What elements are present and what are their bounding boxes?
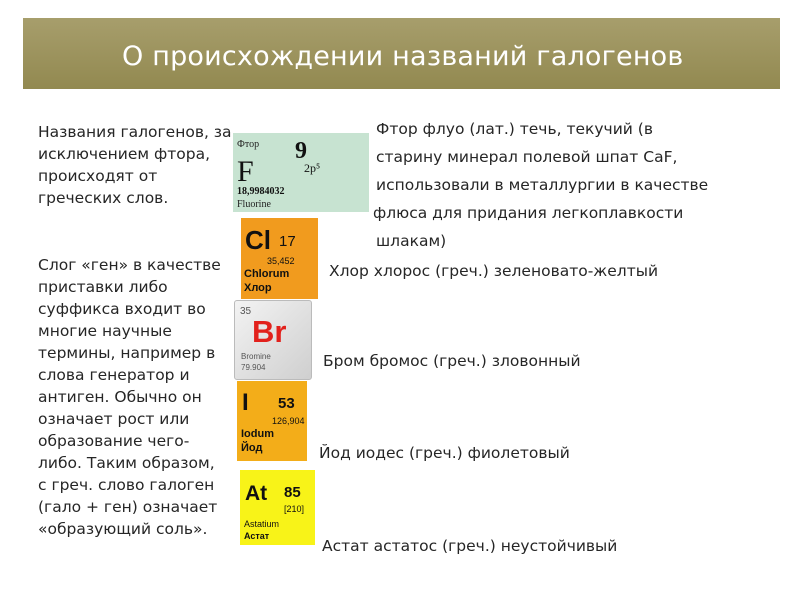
intro-line: греческих слов. xyxy=(38,189,169,207)
element-symbol: Cl xyxy=(245,225,271,255)
iodine-etymology: Йод иодес (греч.) фиолетовый xyxy=(319,444,570,462)
gen-paragraph xyxy=(38,254,233,540)
fluorine-etymology-line: шлакам) xyxy=(376,232,447,250)
gen-line: с греч. слово галоген xyxy=(38,476,215,494)
element-name-en: Fluorine xyxy=(237,199,271,210)
atomic-number: 17 xyxy=(279,233,296,250)
chlorine-etymology: Хлор хлорос (греч.) зеленовато-желтый xyxy=(329,262,659,280)
gen-line: многие научные xyxy=(38,322,172,340)
intro-line: происходят от xyxy=(38,167,158,185)
gen-line: суффикса входит во xyxy=(38,300,206,318)
gen-line: либо. Таким образом, xyxy=(38,454,215,472)
atomic-mass: 79.904 xyxy=(241,363,266,372)
chlorine-tile xyxy=(241,218,318,299)
gen-line: (гало + ген) означает xyxy=(38,498,218,516)
gen-line: Слог «ген» в качестве xyxy=(38,256,221,274)
fluorine-etymology-line: использовали в металлургии в качестве xyxy=(376,176,709,194)
element-name-en: Astatium xyxy=(244,519,280,529)
slide-title: О происхождении названий галогенов xyxy=(122,41,684,72)
atomic-mass: 18,9984032 xyxy=(237,186,285,197)
gen-line: слова генератор и xyxy=(38,366,190,384)
element-name-ru: Фтор xyxy=(237,139,260,150)
element-symbol: At xyxy=(245,482,268,505)
element-symbol: F xyxy=(237,155,254,188)
atomic-number: 9 xyxy=(295,138,307,164)
fluorine-tile xyxy=(233,133,369,212)
atomic-mass: 35,452 xyxy=(267,256,295,266)
electron-config: 2p⁵ xyxy=(304,161,321,175)
element-name-en: Chlorum xyxy=(244,268,290,280)
atomic-number: 85 xyxy=(284,484,301,501)
element-symbol: I xyxy=(242,389,249,416)
atomic-number: 53 xyxy=(278,395,295,412)
gen-line: приставки либо xyxy=(38,278,168,296)
intro-line: исключением фтора, xyxy=(38,145,210,163)
element-symbol: Br xyxy=(252,314,287,349)
intro-paragraph xyxy=(38,121,238,209)
astatine-etymology: Астат астатос (греч.) неустойчивый xyxy=(322,537,618,555)
gen-line: означает рост или xyxy=(38,410,190,428)
element-name-ru: Хлор xyxy=(244,282,272,294)
intro-line: Названия галогенов, за xyxy=(38,123,232,141)
gen-line: образование чего- xyxy=(38,432,190,450)
astatine-tile xyxy=(240,470,315,545)
element-name-ru: Астат xyxy=(244,531,270,541)
gen-line: термины, например в xyxy=(38,344,216,362)
gen-line: «образующий соль». xyxy=(38,520,208,538)
atomic-mass: [210] xyxy=(284,504,305,514)
bromine-etymology: Бром бромос (греч.) зловонный xyxy=(323,352,581,370)
element-name-en: Bromine xyxy=(241,352,271,361)
element-name-en: Iodum xyxy=(241,428,274,440)
atomic-number: 35 xyxy=(240,306,252,317)
atomic-mass: 126,904 xyxy=(272,416,305,426)
fluorine-etymology-line: флюса для придания легкоплавкости xyxy=(373,204,684,222)
fluorine-etymology-line: Фтор флуо (лат.) течь, текучий (в xyxy=(376,120,653,138)
bromine-tile xyxy=(234,300,312,380)
iodine-tile xyxy=(237,381,307,461)
fluorine-etymology-line: старину минерал полевой шпат CaF, xyxy=(376,148,678,166)
gen-line: антиген. Обычно он xyxy=(38,388,202,406)
element-name-ru: Йод xyxy=(241,442,263,454)
